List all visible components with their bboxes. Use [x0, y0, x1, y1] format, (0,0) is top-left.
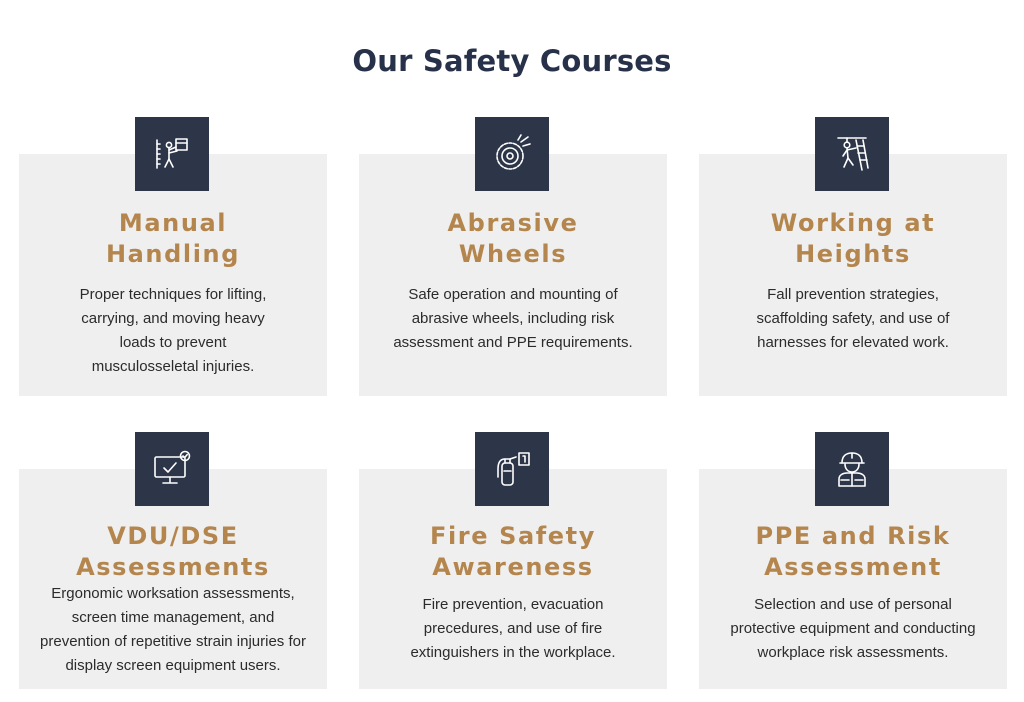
hard-hat-worker-icon	[832, 449, 872, 489]
course-title-line: Fire Safety	[429, 522, 596, 550]
course-description-line: assessment and PPE requirements.	[393, 334, 633, 351]
course-description-line: Fall prevention strategies,	[767, 286, 939, 303]
course-description-line: Ergonomic worksation assessments,	[51, 585, 295, 602]
course-title	[19, 208, 327, 270]
course-title-line: VDU/DSE	[107, 522, 239, 550]
course-title-line: PPE and Risk	[755, 522, 951, 550]
course-title	[19, 521, 327, 583]
course-icon-box	[815, 432, 889, 506]
course-description-line: screen time management, and	[71, 609, 275, 626]
course-title-line: Handling	[105, 240, 241, 268]
course-description-line: precedures, and use of fire	[423, 620, 603, 637]
course-title-line: Awareness	[432, 553, 594, 581]
course-description	[699, 593, 1007, 665]
course-description	[699, 283, 1007, 355]
manual-handling-icon	[152, 134, 192, 174]
monitor-check-icon	[152, 449, 192, 489]
course-description-line: protective equipment and conducting	[730, 620, 976, 637]
course-description	[359, 593, 667, 665]
course-description-line: prevention of repetitive strain injuries for	[40, 633, 306, 650]
course-icon-box	[135, 117, 209, 191]
course-icon-box	[475, 432, 549, 506]
course-icon-box	[135, 432, 209, 506]
course-description	[359, 283, 667, 355]
course-description-line: musculosseletal injuries.	[91, 358, 255, 375]
course-title-line: Heights	[795, 240, 911, 268]
course-title-line: Assessments	[76, 553, 270, 581]
course-description-line: harnesses for elevated work.	[757, 334, 949, 351]
course-title	[699, 208, 1007, 270]
abrasive-wheel-icon	[492, 134, 532, 174]
page-title: Our Safety Courses	[352, 44, 672, 78]
course-description-line: Fire prevention, evacuation	[422, 596, 604, 613]
course-icon-box	[475, 117, 549, 191]
course-description-line: loads to prevent	[119, 334, 227, 351]
course-description-line: workplace risk assessments.	[757, 644, 949, 661]
course-description-line: Proper techniques for lifting,	[79, 286, 267, 303]
course-title	[359, 208, 667, 270]
course-title-line: Working at	[770, 209, 936, 237]
course-description-line: extinguishers in the workplace.	[410, 644, 616, 661]
course-icon-box	[815, 117, 889, 191]
course-description	[19, 582, 327, 678]
course-title-line: Wheels	[458, 240, 568, 268]
course-description-line: Selection and use of personal	[754, 596, 952, 613]
course-title-line: Manual	[118, 209, 228, 237]
ladder-climber-icon	[832, 134, 872, 174]
course-description-line: Safe operation and mounting of	[408, 286, 618, 303]
course-description-line: abrasive wheels, including risk	[411, 310, 615, 327]
course-description-line: carrying, and moving heavy	[81, 310, 265, 327]
fire-extinguisher-icon	[492, 449, 532, 489]
course-description-line: display screen equipment users.	[65, 657, 281, 674]
course-title	[359, 521, 667, 583]
course-title-line: Assessment	[764, 553, 942, 581]
course-title-line: Abrasive	[447, 209, 579, 237]
course-description-line: scaffolding safety, and use of	[756, 310, 950, 327]
course-description	[19, 283, 327, 379]
course-title	[699, 521, 1007, 583]
